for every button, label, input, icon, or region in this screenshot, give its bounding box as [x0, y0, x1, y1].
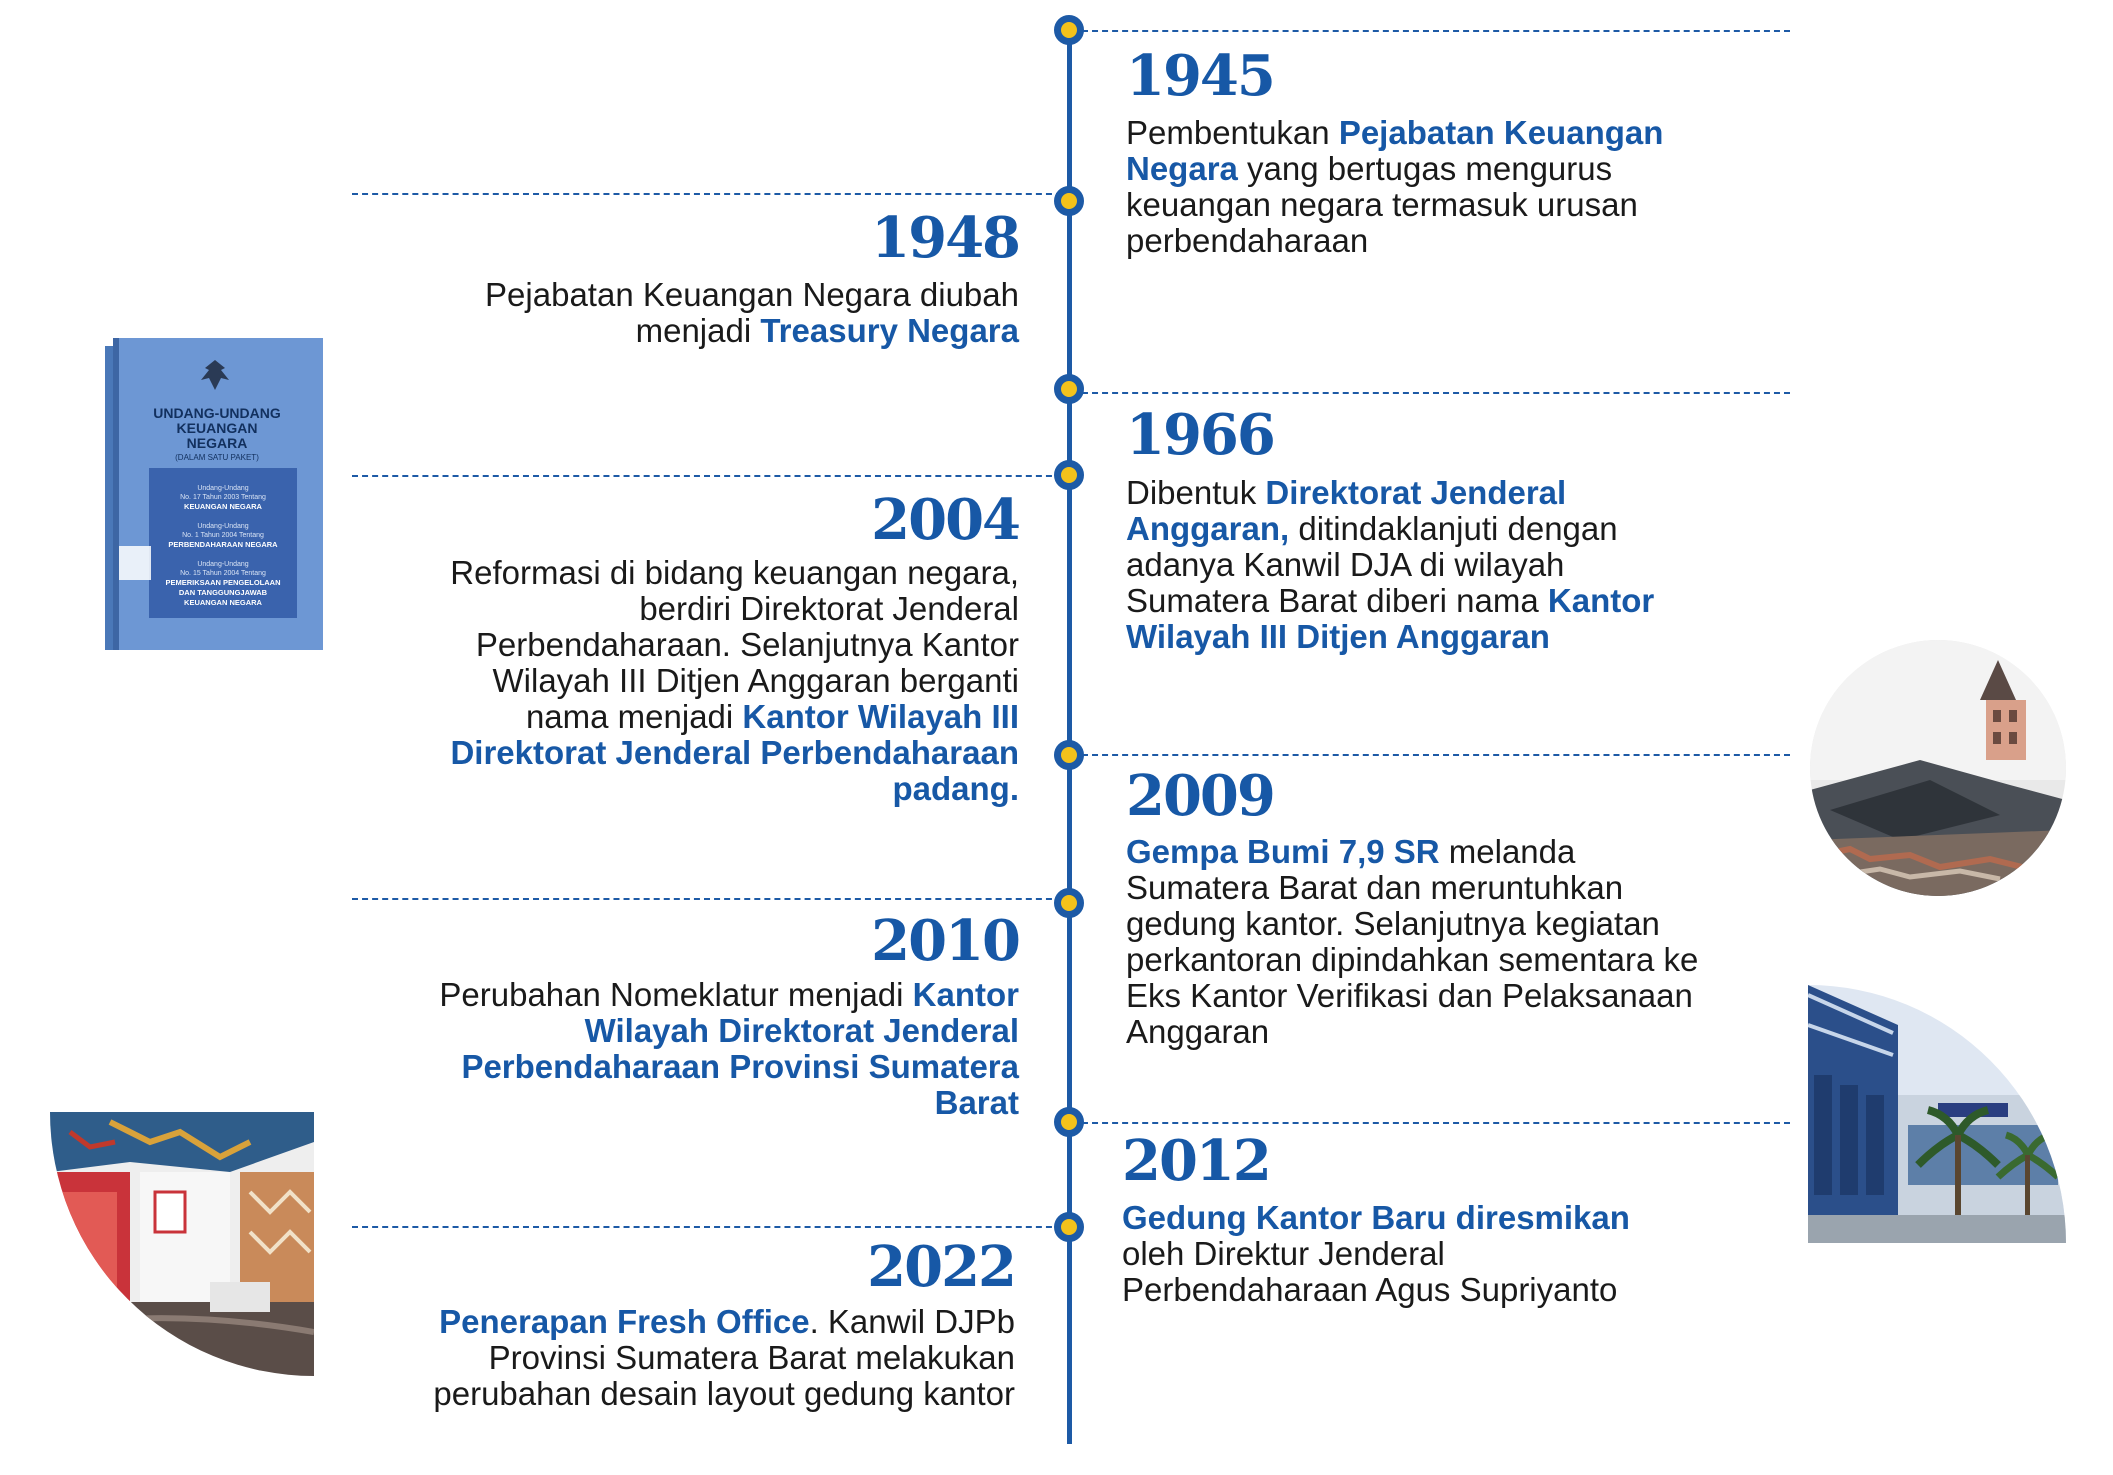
book-title-line-1: UNDANG-UNDANG: [153, 405, 281, 421]
earthquake-ruins-photo: [1810, 640, 2066, 896]
timeline-node-2010: [1054, 888, 1084, 918]
book-law-2-line-1: Undang-Undang: [197, 523, 249, 530]
timeline-node-2009: [1054, 740, 1084, 770]
event-text: melanda Sumatera Barat dan meruntuhkan gedung kantor. Selanjutnya kegiatan perkantoran dipindahkan sementara ke Eks Kantor Verifikasi dan Pelaksanaan Anggaran: [1126, 833, 1699, 1050]
event-text: Reformasi di bidang keuangan negara, berdiri Direktorat Jenderal Perbendaharaan. Selanjutnya Kantor Wilayah III Ditjen Anggaran berganti nama menjadi: [450, 554, 1019, 735]
connector-1945: [1082, 30, 1790, 32]
fresh-office-interior-photo: [50, 1112, 314, 1376]
book-title-line-2: KEUANGAN: [176, 420, 258, 436]
connector-2009: [1082, 754, 1790, 756]
event-text: Pejabatan Keuangan Negara diubah menjadi: [485, 276, 1019, 349]
event-highlight: Penerapan Fresh Office: [439, 1303, 810, 1340]
timeline-node-2022: [1054, 1212, 1084, 1242]
book-law-3-line-1: Undang-Undang: [197, 561, 249, 568]
book-law-1-line-2: No. 17 Tahun 2003 Tentang: [180, 494, 266, 501]
book-subtitle: (DALAM SATU PAKET): [175, 453, 259, 462]
event-highlight: Gedung Kantor Baru diresmikan: [1122, 1199, 1630, 1236]
event-text: oleh Direktur Jenderal Perbendaharaan Agus Supriyanto: [1122, 1235, 1618, 1308]
timeline-node-1945: [1054, 15, 1084, 45]
event-highlight: Gempa Bumi 7,9 SR: [1126, 833, 1440, 870]
connector-2012: [1082, 1122, 1790, 1124]
book-law-1-line-1: Undang-Undang: [197, 485, 249, 492]
event-highlight: Kantor Wilayah III Direktorat Jenderal Perbendaharaan padang.: [450, 698, 1019, 807]
timeline-node-1948: [1054, 186, 1084, 216]
event-text: Pembentukan: [1126, 114, 1339, 151]
event-highlight: Treasury Negara: [760, 312, 1019, 349]
event-text: Dibentuk: [1126, 474, 1266, 511]
book-cover-image: [105, 338, 323, 658]
event-description-2022: [415, 1304, 1015, 1412]
book-title-line-3: NEGARA: [186, 435, 248, 451]
event-highlight: Direktorat Jenderal Anggaran,: [1126, 474, 1567, 547]
year-2009: 2009: [1126, 763, 1274, 829]
event-description-2009: [1126, 834, 1716, 1050]
event-text: yang bertugas mengurus keuangan negara termasuk urusan perbendaharaan: [1126, 150, 1638, 259]
event-description-1948: [419, 277, 1019, 349]
book-law-3-line-2: No. 15 Tahun 2004 Tentang: [180, 570, 266, 577]
event-description-1945: [1126, 115, 1696, 259]
book-law-3-line-4: DAN TANGGUNGJAWAB: [178, 588, 268, 597]
year-2004: 2004: [871, 487, 1019, 553]
year-2022: 2022: [867, 1234, 1015, 1300]
year-1948: 1948: [871, 205, 1019, 271]
book-law-2-line-3: PERBENDAHARAAN NEGARA: [168, 540, 278, 549]
year-1945: 1945: [1126, 43, 1274, 109]
event-highlight: Pejabatan Keuangan Negara: [1126, 114, 1664, 187]
year-1966: 1966: [1126, 402, 1274, 468]
year-2010: 2010: [871, 908, 1019, 974]
book-law-3-line-3: PEMERIKSAAN PENGELOLAAN: [165, 578, 281, 587]
event-description-1966: [1126, 475, 1696, 655]
event-highlight: Kantor Wilayah III Ditjen Anggaran: [1126, 582, 1655, 655]
event-text: Perubahan Nomeklatur menjadi: [439, 976, 913, 1013]
timeline-node-1966: [1054, 374, 1084, 404]
book-law-2-line-2: No. 1 Tahun 2004 Tentang: [182, 532, 264, 539]
timeline-node-2012: [1054, 1107, 1084, 1137]
connector-2022: [352, 1226, 1062, 1228]
event-text: . Kanwil DJPb Provinsi Sumatera Barat melakukan perubahan desain layout gedung kantor: [433, 1303, 1015, 1412]
connector-2010: [352, 898, 1062, 900]
connector-2004: [352, 475, 1062, 477]
event-description-2010: [419, 977, 1019, 1121]
event-highlight: Kantor Wilayah Direktorat Jenderal Perbendaharaan Provinsi Sumatera Barat: [461, 976, 1019, 1121]
event-text: ditindaklanjuti dengan adanya Kanwil DJA di wilayah Sumatera Barat diberi nama: [1126, 510, 1618, 619]
book-law-3-line-5: KEUANGAN NEGARA: [184, 598, 262, 607]
timeline-node-2004: [1054, 460, 1084, 490]
book-law-1-line-3: KEUANGAN NEGARA: [184, 502, 262, 511]
year-2012: 2012: [1122, 1128, 1270, 1194]
connector-1966: [1082, 392, 1790, 394]
event-description-2012: [1122, 1200, 1682, 1308]
event-description-2004: [419, 555, 1019, 807]
new-office-building-photo: [1808, 985, 2066, 1243]
connector-1948: [352, 193, 1062, 195]
